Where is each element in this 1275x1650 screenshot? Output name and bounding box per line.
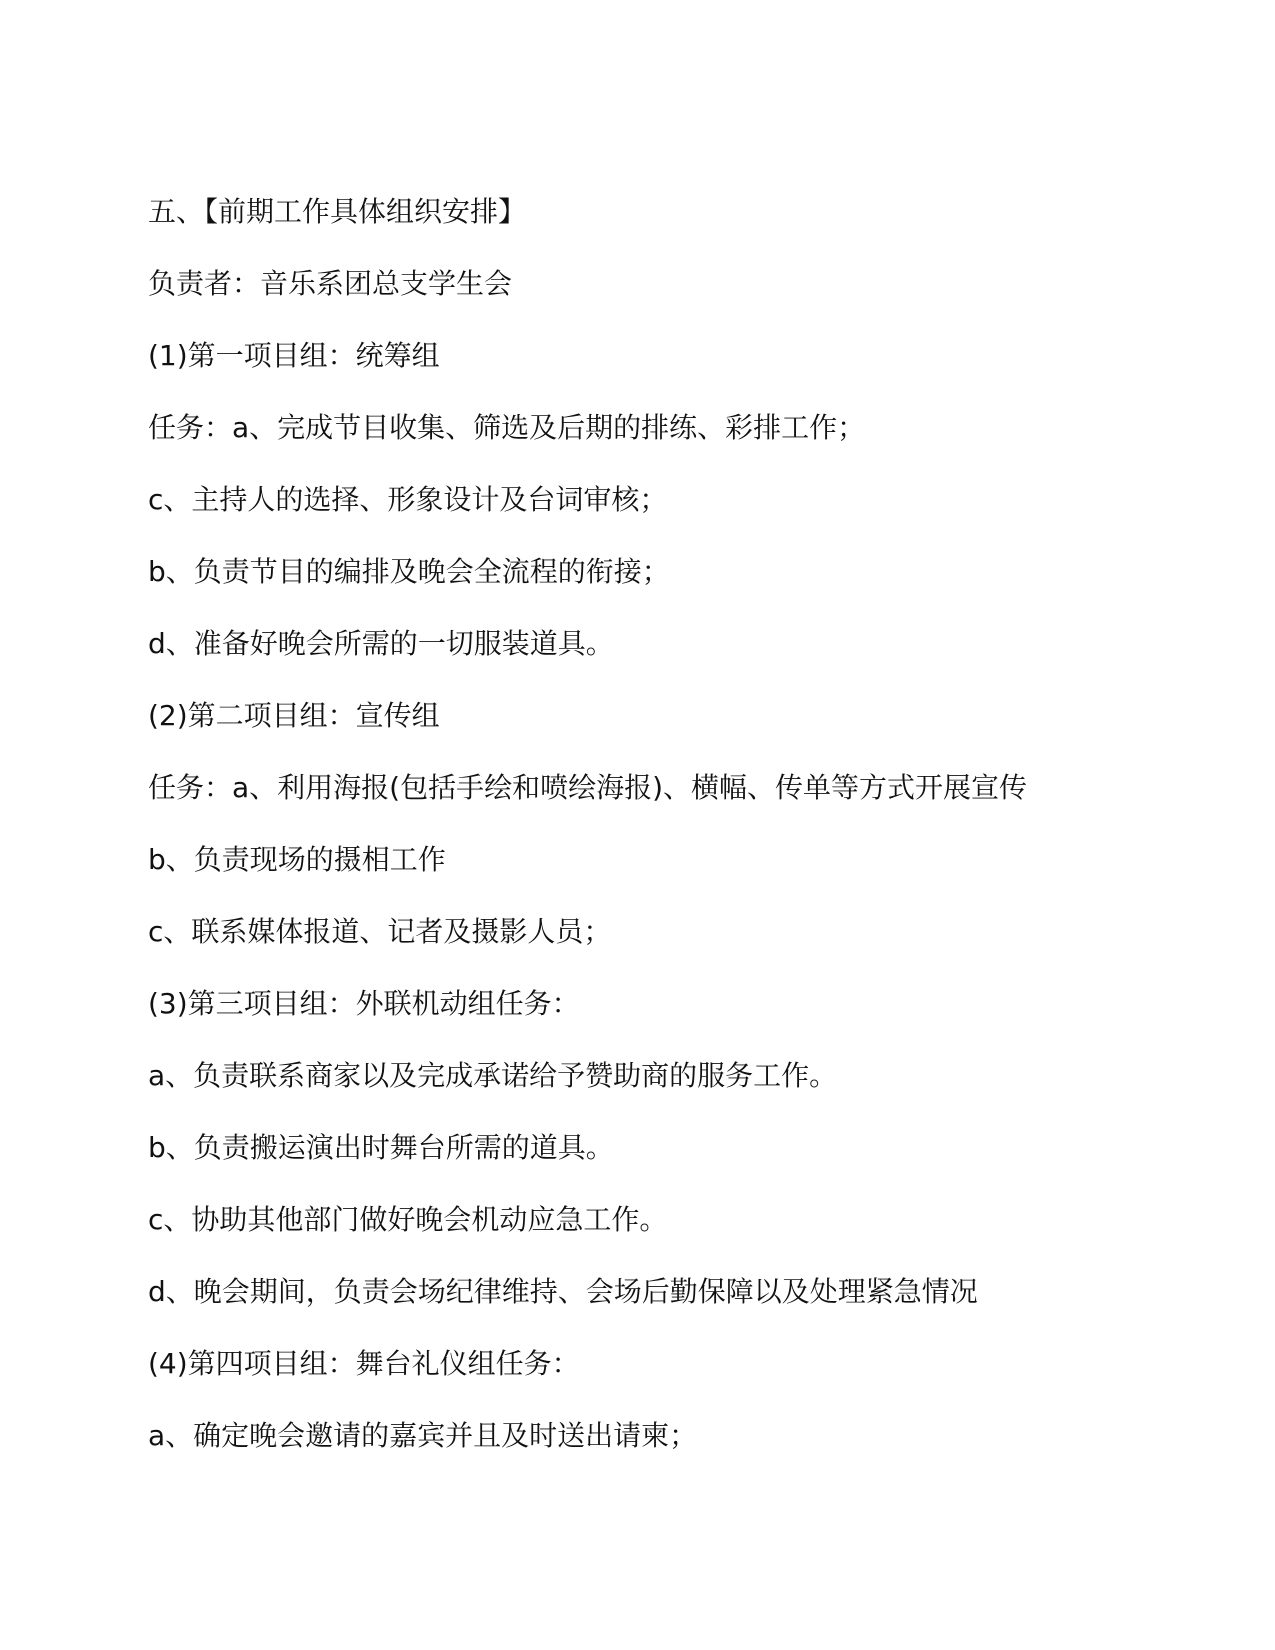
group-1-task-d: d、准备好晚会所需的一切服装道具。 [148, 627, 614, 660]
group-3-task-d: d、晚会期间，负责会场纪律维持、会场后勤保障以及处理紧急情况 [148, 1275, 978, 1308]
group-1-task-a: 任务：a、完成节目收集、筛选及后期的排练、彩排工作； [148, 411, 866, 444]
group-3-heading: (3)第三项目组：外联机动组任务： [148, 987, 580, 1020]
document-body [148, 176, 1148, 1472]
group-4-task-a: a、确定晚会邀请的嘉宾并且及时送出请柬； [148, 1419, 698, 1452]
group-1-task-c: c、主持人的选择、形象设计及台词审核； [148, 483, 668, 516]
group-2-task-b: b、负责现场的摄相工作 [148, 843, 446, 876]
group-1-task-b: b、负责节目的编排及晚会全流程的衔接； [148, 555, 670, 588]
group-3-task-c: c、协助其他部门做好晚会机动应急工作。 [148, 1203, 668, 1236]
responsible-party-line: 负责者：音乐系团总支学生会 [148, 267, 513, 300]
group-3-task-a: a、负责联系商家以及完成承诺给予赞助商的服务工作。 [148, 1059, 838, 1092]
group-2-task-c: c、联系媒体报道、记者及摄影人员； [148, 915, 612, 948]
group-2-heading: (2)第二项目组：宣传组 [148, 699, 440, 732]
section-heading: 五、【前期工作具体组织安排】 [148, 195, 527, 228]
group-3-task-b: b、负责搬运演出时舞台所需的道具。 [148, 1131, 614, 1164]
group-4-heading: (4)第四项目组：舞台礼仪组任务： [148, 1347, 580, 1380]
group-1-heading: (1)第一项目组：统筹组 [148, 339, 440, 372]
group-2-task-a: 任务：a、利用海报(包括手绘和喷绘海报)、横幅、传单等方式开展宣传 [148, 771, 1028, 804]
